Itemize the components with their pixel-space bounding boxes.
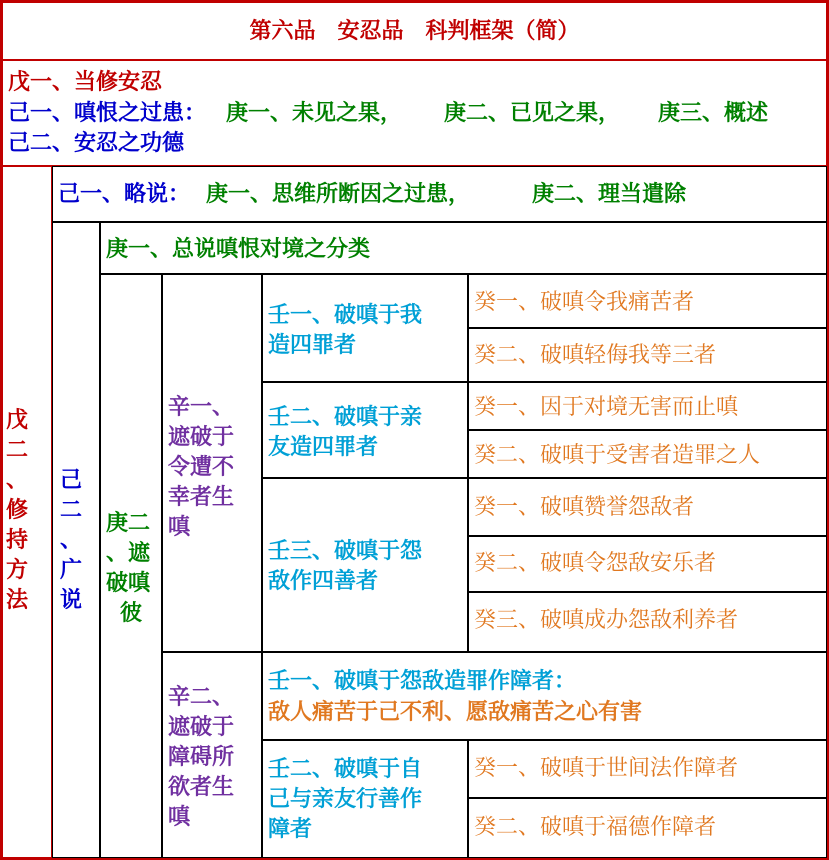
geng2-label: 庚二 、遮 破嗔 彼 bbox=[106, 510, 151, 626]
ji1-label: 己一、嗔恨之过患： bbox=[8, 100, 207, 126]
ji1-geng3: 庚三、概述 bbox=[658, 100, 769, 126]
ren1b-subtext: 敌人痛苦于己不利、愿敌痛苦之心有害 bbox=[268, 699, 643, 725]
gui-r2b: 癸二、破嗔于受害者造罪之人 bbox=[474, 443, 761, 468]
page-title: 第六品 安忍品 科判框架（简） bbox=[249, 18, 580, 44]
gui-r1a: 癸一、破嗔令我痛苦者 bbox=[474, 290, 695, 315]
ji1-brief-geng1: 庚一、思维所断因之过患， bbox=[206, 181, 471, 207]
ji1-geng1: 庚一、未见之果， bbox=[226, 100, 403, 126]
ji1-brief-geng2: 庚二、理当遣除 bbox=[532, 181, 687, 207]
ren2b-label: 壬二、破嗔于自 己与亲友行善作 障者 bbox=[268, 756, 423, 842]
gui-r1b: 癸二、破嗔轻侮我等三者 bbox=[474, 343, 717, 368]
ji1-brief-label: 己一、略说： bbox=[58, 181, 191, 207]
gui-r2a: 癸一、因于对境无害而止嗔 bbox=[474, 395, 739, 420]
gui-r4b: 癸二、破嗔于福德作障者 bbox=[474, 815, 717, 840]
gui-r3c: 癸三、破嗔成办怨敌利养者 bbox=[474, 608, 739, 633]
ren3-label: 壬三、破嗔于怨 敌作四善者 bbox=[268, 538, 423, 594]
wu1-label: 戊一、当修安忍 bbox=[8, 69, 163, 95]
ji2-label: 己二、安忍之功德 bbox=[8, 130, 185, 156]
ren1-label: 壬一、破嗔于我 造四罪者 bbox=[268, 302, 423, 358]
ji1-geng2: 庚二、已见之果， bbox=[444, 100, 621, 126]
gui-r3b: 癸二、破嗔令怨敌安乐者 bbox=[474, 551, 717, 576]
xin2-label: 辛二、 遮破于 障碍所 欲者生 嗔 bbox=[168, 684, 235, 830]
gui-r3a: 癸一、破嗔赞誉怨敌者 bbox=[474, 495, 695, 520]
geng1-label: 庚一、总说嗔恨对境之分类 bbox=[106, 236, 371, 262]
gui-r4a: 癸一、破嗔于世间法作障者 bbox=[474, 756, 739, 781]
xin1-label: 辛一、 遮破于 令遭不 幸者生 嗔 bbox=[168, 394, 235, 540]
ren2-label: 壬二、破嗔于亲 友造四罪者 bbox=[268, 404, 423, 460]
ji2-label: 己 二 、 广 说 bbox=[59, 467, 82, 613]
wu2-label: 戊 二 、 修 持 方 法 bbox=[5, 407, 28, 613]
ren1b-label: 壬一、破嗔于怨敌造罪作障者： bbox=[268, 668, 577, 694]
